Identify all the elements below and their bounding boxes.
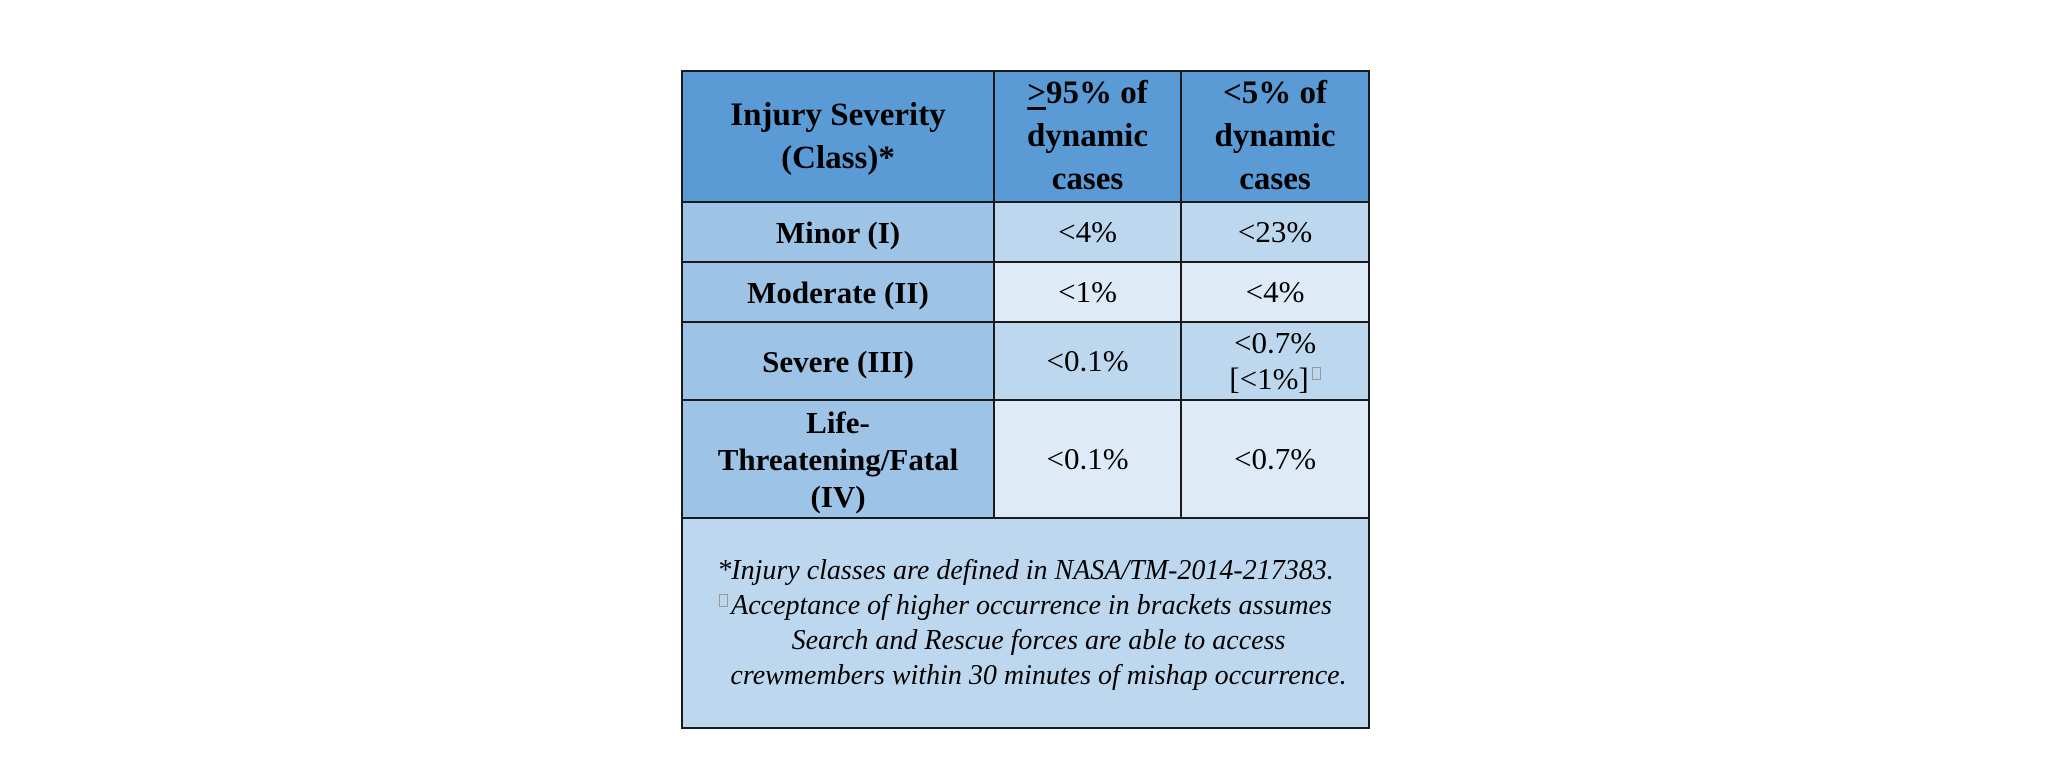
footnote-acceptance [689,588,1362,693]
footnote-marker-icon [1312,367,1321,380]
row-label-minor: Minor (I) [682,202,994,262]
cell-moderate-5: <4% [1181,262,1369,322]
cell-moderate-95: <1% [994,262,1181,322]
table-notes [682,518,1369,728]
cell-life-95: <0.1% [994,400,1181,518]
cell-severe-95: <0.1% [994,322,1181,400]
footnote-injury-classes: *Injury classes are defined in NASA/TM-2014-217383. [717,555,1334,586]
footnote-marker-icon [719,594,728,607]
header-95-percent-text: 95% of dynamic cases [1026,75,1148,197]
table-row [682,262,1369,322]
row-label-life-threatening [682,400,994,518]
row-label-life-line3: (IV) [810,478,866,514]
injury-severity-table-wrapper [681,70,1368,729]
cell-severe-5 [1181,322,1369,400]
table-row [682,400,1369,518]
footnote-acceptance-text: Acceptance of higher occurrence in brackets assumes Search and Rescue forces are able to access crewmembers within 30 minutes of mishap occurrence. [730,590,1347,691]
cell-life-5: <0.7% [1181,400,1369,518]
row-label-life-line2: Threatening/Fatal [717,441,959,477]
row-label-life-line1: Life- [806,404,870,440]
cell-severe-5-primary: <0.7% [1233,325,1317,360]
header-injury-severity: Injury Severity (Class)* [682,71,994,202]
table-notes-row [682,518,1369,728]
table-row [682,322,1369,400]
cell-minor-95: <4% [994,202,1181,262]
cell-severe-5-bracket-line [1188,361,1362,397]
row-label-moderate: Moderate (II) [682,262,994,322]
row-label-severe: Severe (III) [682,322,994,400]
header-95-percent [994,71,1181,202]
header-5-percent: <5% of dynamic cases [1181,71,1369,202]
table-header-row [682,71,1369,202]
greater-equal-symbol: > [1027,75,1047,111]
cell-minor-5: <23% [1181,202,1369,262]
injury-severity-table [681,70,1370,729]
table-row [682,202,1369,262]
cell-severe-5-bracket: [<1%] [1229,361,1309,396]
